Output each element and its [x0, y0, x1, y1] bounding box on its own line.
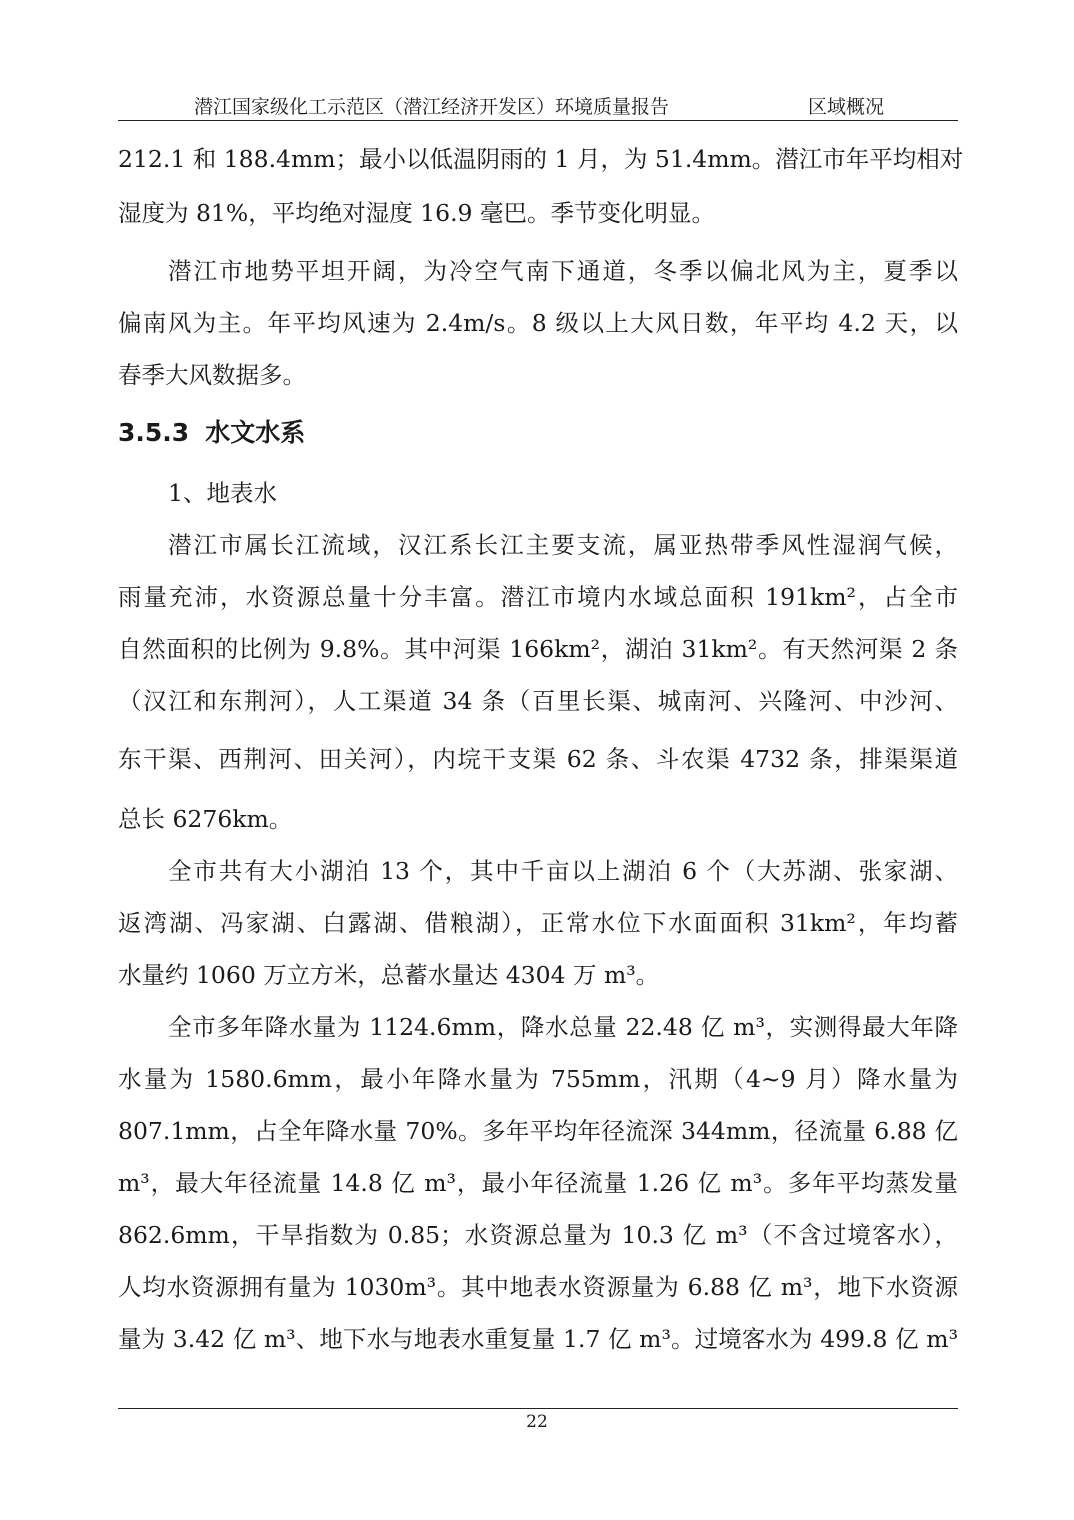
text-line: 潜江市属长江流域，汉江系长江主要支流，属亚热带季风性湿润气候，	[168, 531, 958, 559]
section-number: 3.5.3	[118, 418, 190, 447]
header-title: 潜江国家级化工示范区（潜江经济开发区）环境质量报告	[194, 96, 670, 118]
text-line: 总长 6276km。	[118, 805, 293, 833]
text-line: 雨量充沛，水资源总量十分丰富。潜江市境内水域总面积 191km²，占全市	[118, 583, 958, 611]
text-line: 量为 3.42 亿 m³、地下水与地表水重复量 1.7 亿 m³。过境客水为 499.8 亿 m³	[118, 1325, 958, 1353]
text-line: （汉江和东荆河），人工渠道 34 条（百里长渠、城南河、兴隆河、中沙河、	[118, 687, 958, 715]
text-line: 807.1mm，占全年降水量 70%。多年平均年径流深 344mm，径流量 6.88 亿	[118, 1117, 958, 1145]
text-line: 偏南风为主。年平均风速为 2.4m/s。8 级以上大风日数，年平均 4.2 天，以	[118, 309, 958, 337]
text-line: 862.6mm，干旱指数为 0.85；水资源总量为 10.3 亿 m³（不含过境客水），	[118, 1221, 958, 1249]
page-header	[118, 90, 958, 121]
page-number: 22	[526, 1412, 548, 1432]
subheading: 1、地表水	[168, 479, 277, 507]
text-line: 全市多年降水量为 1124.6mm，降水总量 22.48 亿 m³，实测得最大年降	[168, 1013, 958, 1041]
section-title: 水文水系	[205, 418, 306, 447]
text-line: 返湾湖、冯家湖、白露湖、借粮湖），正常水位下水面面积 31km²，年均蓄	[118, 909, 958, 937]
text-line: 全市共有大小湖泊 13 个，其中千亩以上湖泊 6 个（大苏湖、张家湖、	[168, 857, 958, 885]
text-line: 潜江市地势平坦开阔，为冷空气南下通道，冬季以偏北风为主，夏季以	[168, 257, 958, 285]
text-line: 春季大风数据多。	[118, 361, 306, 389]
text-line: 自然面积的比例为 9.8%。其中河渠 166km²，湖泊 31km²。有天然河渠 2 条	[118, 635, 958, 663]
text-line: 212.1 和 188.4mm；最小以低温阴雨的 1 月，为 51.4mm。潜江市年平均相对	[118, 145, 964, 173]
text-line: 水量为 1580.6mm，最小年降水量为 755mm，汛期（4~9 月）降水量为	[118, 1065, 958, 1093]
text-line: 人均水资源拥有量为 1030m³。其中地表水资源量为 6.88 亿 m³，地下水资源	[118, 1273, 958, 1301]
text-line: 东干渠、西荆河、田关河），内垸干支渠 62 条、斗农渠 4732 条，排渠渠道	[118, 745, 958, 773]
section-heading	[118, 416, 305, 450]
footer-divider	[118, 1408, 958, 1409]
text-line: 湿度为 81%，平均绝对湿度 16.9 毫巴。季节变化明显。	[118, 199, 715, 227]
header-section: 区域概况	[808, 96, 885, 118]
text-line: 水量约 1060 万立方米，总蓄水量达 4304 万 m³。	[118, 961, 660, 989]
text-line: m³，最大年径流量 14.8 亿 m³，最小年径流量 1.26 亿 m³。多年平均蒸发量	[118, 1169, 958, 1197]
